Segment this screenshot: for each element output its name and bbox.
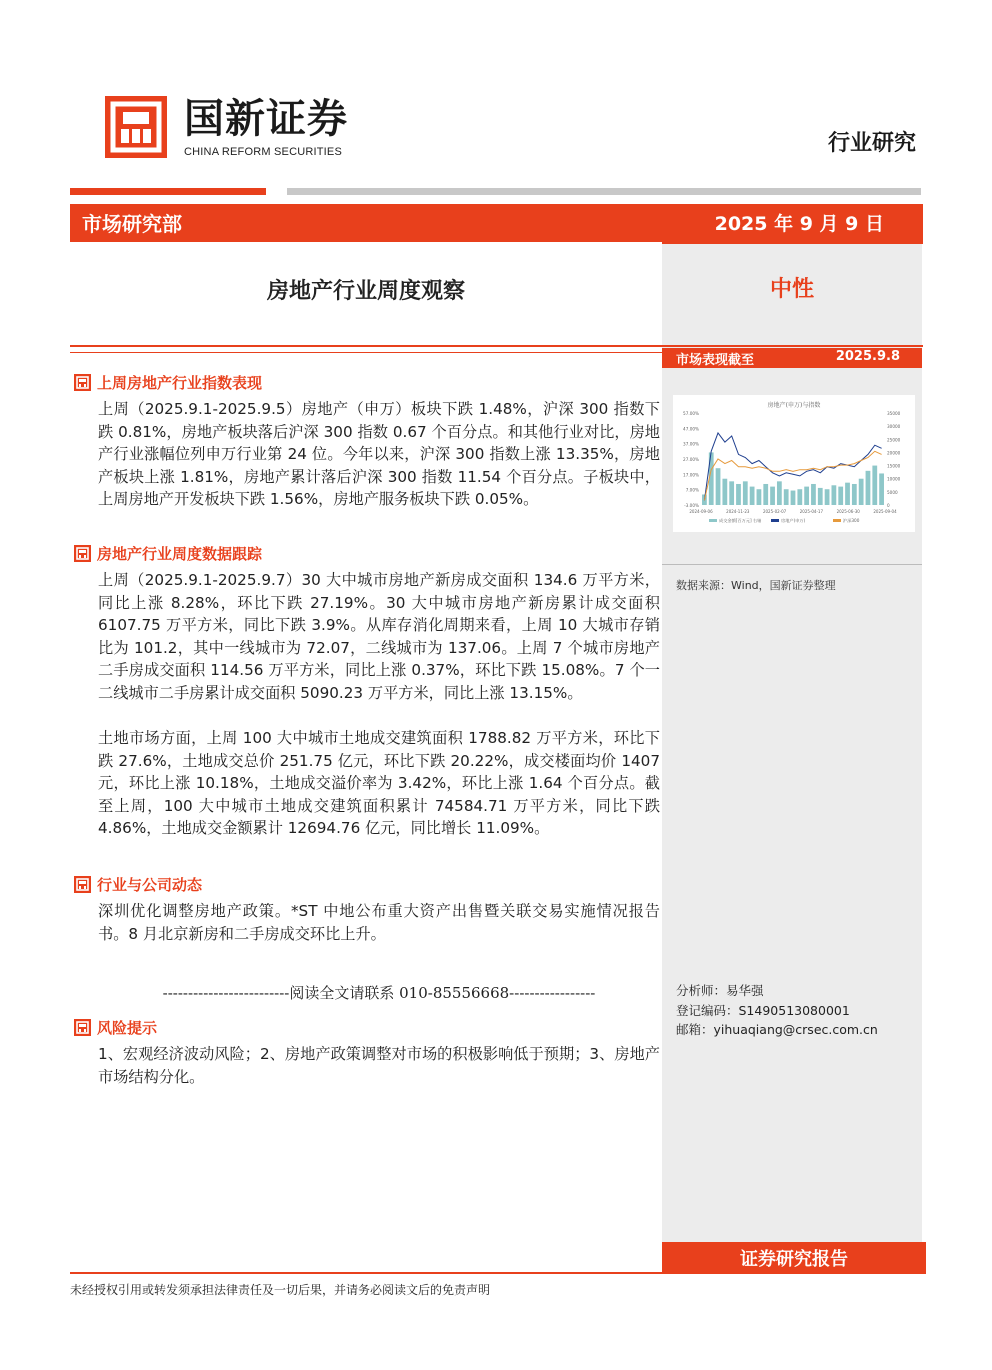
- logo-text: 国新证券: [184, 96, 348, 142]
- footer-tag: 证券研究报告: [740, 1249, 848, 1270]
- chart-bar: [811, 484, 816, 505]
- chart-bar: [845, 483, 850, 505]
- chart-title: 房地产(申万)与指数: [767, 402, 821, 409]
- chart-bar: [872, 466, 877, 505]
- chart-tick-label: 2024-11-23: [726, 509, 750, 514]
- section-paragraph: 上周（2025.9.1-2025.9.5）房地产（申万）板块下跌 1.48%，沪深 300 指数下跌 0.81%，房地产板块落后沪深 300 指数 0.67 个百分点。和其他行业对比，房地产行业涨幅位列申万行业第 24 位。今年以来，沪深 300 指数上涨 13.35%，房地产板块上涨 1.81%，房地产累计落后沪深 300 指数 11.54 个百分点。子板块中，上周房地产开发板块下跌 1.56%，房地产服务板块下跌 0.05%。: [98, 400, 660, 508]
- chart-svg: [673, 395, 915, 532]
- chart-legend-label: 成交金额[百万元] 右轴: [719, 518, 762, 523]
- chart-bar: [743, 481, 748, 505]
- header-red-rule: [70, 188, 266, 195]
- section-title: 行业与公司动态: [97, 875, 203, 894]
- section-logo-icon: [74, 545, 91, 562]
- department-name: 市场研究部: [82, 212, 182, 236]
- sidebar-background: [662, 243, 922, 1243]
- chart-bar: [791, 491, 796, 505]
- chart-bar: [825, 489, 830, 505]
- logo-english: CHINA REFORM SECURITIES: [184, 146, 343, 158]
- chart-legend-label: 沪深300: [843, 518, 860, 523]
- chart-bar: [797, 489, 802, 505]
- doc-type: 行业研究: [827, 131, 916, 156]
- section-paragraph: 深圳优化调整房地产政策。*ST 中地公布重大资产出售暨关联交易实施情况报告书。8 月北京新房和二手房成交环比上升。: [98, 902, 660, 943]
- section-header-news: [74, 873, 202, 895]
- chart-bar: [716, 468, 721, 505]
- title-rule-thin: [70, 352, 662, 353]
- chart-bar: [736, 484, 741, 505]
- section-logo-icon: [74, 876, 91, 893]
- chart-tick-label: 2025-02-07: [762, 509, 787, 514]
- chart-bar: [763, 484, 768, 505]
- chart-tick-label: 5000: [887, 489, 898, 495]
- chart-bar: [859, 479, 864, 505]
- chart-legend-label: 房地产(申万): [781, 518, 806, 523]
- disclaimer: 未经授权引用或转发须承担法律责任及一切后果，并请务必阅读文后的免责声明: [70, 1283, 491, 1297]
- department-bar-edge: [662, 242, 923, 244]
- chart-tick-label: 37.00%: [683, 441, 699, 447]
- chart-bar: [729, 481, 734, 505]
- chart-bar: [757, 489, 762, 505]
- chart-bar: [777, 481, 782, 505]
- section-header-risk: [74, 1016, 157, 1038]
- chart-tick-label: -3.00%: [684, 503, 699, 508]
- chart-tick-label: 25000: [887, 437, 901, 443]
- chart-tick-label: 15000: [887, 463, 901, 469]
- chart-legend-swatch: [709, 519, 717, 522]
- chart-bar: [852, 484, 857, 505]
- chart-tick-label: 2025-06-30: [836, 509, 860, 514]
- chart-tick-label: 2025-04-17: [799, 509, 824, 514]
- chart-tick-label: 2024-09-06: [689, 509, 713, 514]
- chart-tick-label: 30000: [887, 424, 901, 430]
- chart-tick-label: 20000: [887, 450, 901, 456]
- analyst-name: 分析师：易华强: [676, 983, 764, 998]
- rating-badge: 中性: [769, 277, 814, 302]
- market-label: 市场表现截至: [676, 353, 755, 368]
- chart-bar: [750, 487, 755, 505]
- section-header-data: [74, 542, 262, 564]
- title-rule: [70, 345, 923, 347]
- chart-bar: [866, 471, 871, 505]
- chart-bar: [879, 473, 884, 505]
- chart-legend-swatch: [771, 519, 779, 522]
- contact-line: -------------------------阅读全文请联系 010-85556668-----------------: [162, 984, 596, 1002]
- chart-bar: [818, 488, 823, 505]
- section-header-index: [74, 371, 262, 393]
- analyst-registration: 登记编码：S1490513080001: [676, 1003, 850, 1018]
- chart-tick-label: 2025-09-04: [873, 509, 897, 514]
- chart-bar: [838, 487, 843, 505]
- chart-bar: [770, 487, 775, 505]
- section-logo-icon: [74, 1019, 91, 1036]
- chart-source: 数据来源：Wind，国新证券整理: [676, 579, 836, 592]
- footer-rule: [70, 1272, 926, 1274]
- report-date: 2025 年 9 月 9 日: [714, 213, 884, 235]
- section-logo-icon: [74, 374, 91, 391]
- chart-bar: [722, 479, 727, 505]
- chart-tick-label: 17.00%: [683, 472, 699, 478]
- chart-legend-swatch: [833, 519, 841, 522]
- market-chart: [673, 395, 915, 532]
- chart-bar: [832, 485, 837, 505]
- market-date: 2025.9.8: [835, 349, 900, 364]
- section-paragraph: 上周（2025.9.1-2025.9.7）30 大中城市房地产新房成交面积 134.6 万平方米，同比上涨 8.28%，环比下跌 27.19%。30 大中城市房地产新房累计成交面积 6107.75 万平方米，同比下跌 3.9%。从库存消化周期来看，上周 10 大城市存销比为 101.2，其中一线城市为 72.07，二线城市为 137.06。上周 7 个城市房地产二手房成交面积 114.56 万平方米，同比上涨 0.37%，环比下跌 15.08%。7 个一二线城市二手房累计成交面积 5090.23 万平方米，同比上涨 13.15%。: [98, 571, 660, 702]
- header-gray-rule: [287, 188, 921, 195]
- section-title: 风险提示: [97, 1018, 158, 1037]
- chart-tick-label: 47.00%: [683, 426, 699, 432]
- chart-tick-label: 35000: [887, 411, 901, 416]
- section-paragraph: 土地市场方面，上周 100 大中城市土地成交建筑面积 1788.82 万平方米，环比下跌 27.6%，土地成交总价 251.75 亿元，环比下跌 20.22%，成交楼面均价 1407 元，环比上涨 10.18%，土地成交溢价率为 3.42%，环比上涨 1.64 个百分点。截至上周，100 大中城市土地成交建筑面积累计 74584.71 万平方米，同比下跌 4.86%，土地成交金额累计 12694.76 亿元，同比增长 11.09%。: [98, 729, 660, 837]
- section-paragraph: 1、宏观经济波动风险；2、房地产政策调整对市场的积极影响低于预期；3、房地产市场结构分化。: [98, 1045, 660, 1086]
- logo-mark: [105, 96, 167, 158]
- chart-tick-label: 7.00%: [685, 487, 699, 493]
- section-title: 上周房地产行业指数表现: [97, 373, 263, 392]
- chart-tick-label: 27.00%: [683, 457, 699, 462]
- analyst-email: 邮箱：yihuaqiang@crsec.com.cn: [676, 1022, 878, 1037]
- chart-bar: [784, 489, 789, 505]
- chart-tick-label: 0: [887, 503, 890, 508]
- chart-tick-label: 10000: [887, 476, 901, 482]
- chart-bar: [804, 487, 809, 505]
- chart-tick-label: 57.00%: [683, 411, 699, 416]
- chart-rule: [662, 564, 922, 565]
- section-title: 房地产行业周度数据跟踪: [97, 544, 263, 563]
- page-title: 房地产行业周度观察: [266, 279, 465, 304]
